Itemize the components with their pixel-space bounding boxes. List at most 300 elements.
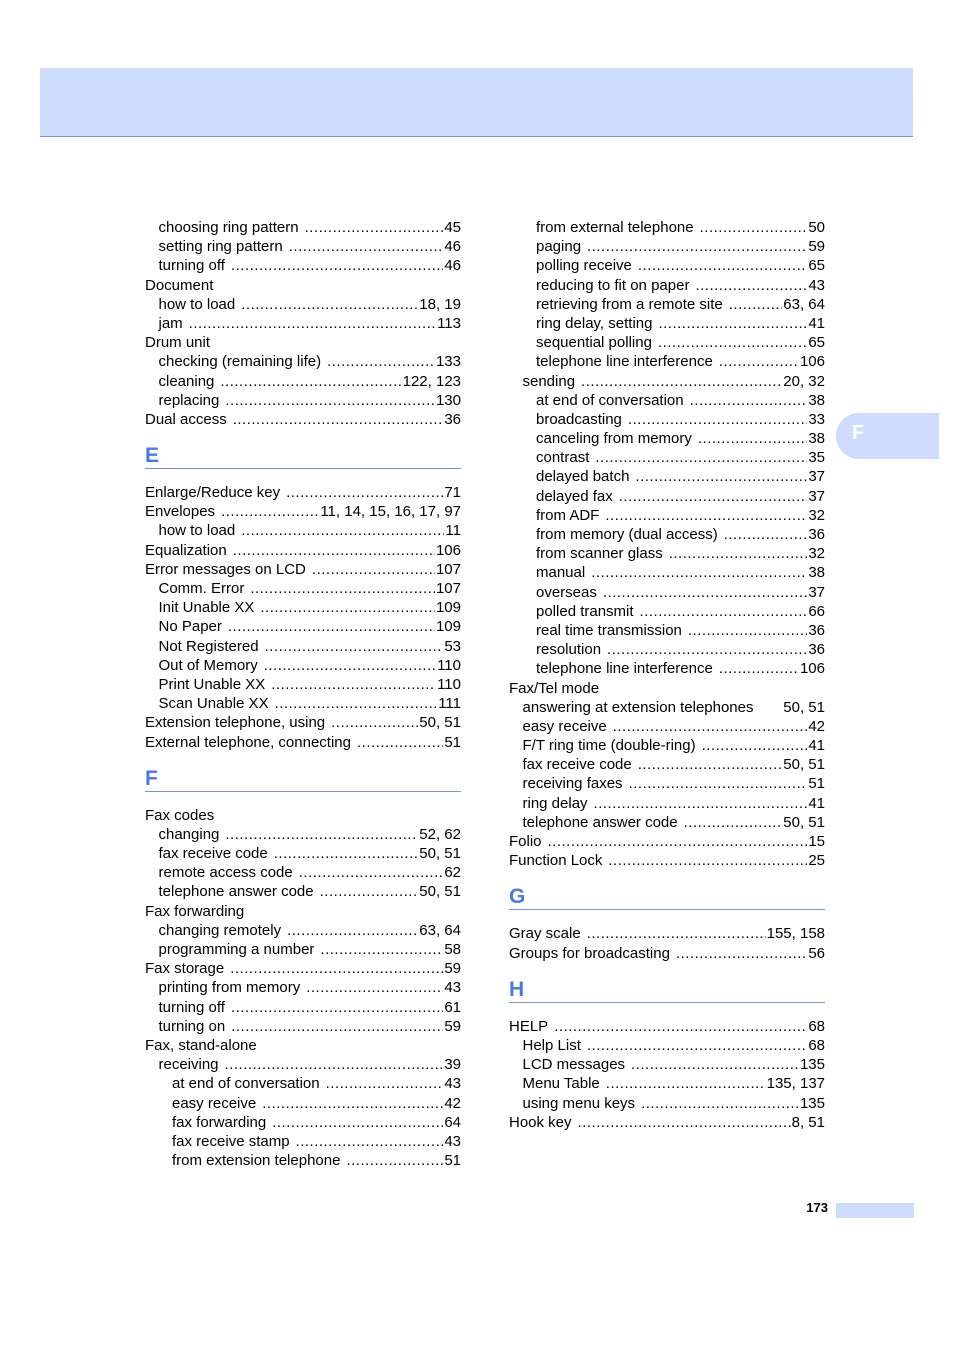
index-term: Not Registered <box>158 637 259 655</box>
chapter-tab-label: F <box>852 422 865 444</box>
index-entry <box>145 940 461 959</box>
dot-leader <box>272 1113 443 1132</box>
index-pages: 51 <box>444 1152 461 1170</box>
index-entry <box>509 429 825 448</box>
index-term: printing from memory <box>158 979 301 997</box>
index-pages: 130 <box>435 391 461 409</box>
dot-leader <box>320 940 443 959</box>
dot-leader <box>305 218 444 237</box>
page-number: 173 <box>806 1200 828 1215</box>
index-pages: 43 <box>808 276 825 294</box>
dot-leader <box>554 1017 807 1036</box>
dot-leader <box>357 733 443 752</box>
index-entry <box>509 314 825 333</box>
index-term: reducing to fit on paper <box>536 276 690 294</box>
dot-leader <box>698 429 807 448</box>
index-entry <box>509 813 825 832</box>
dot-leader <box>603 583 807 602</box>
index-entry <box>509 218 825 237</box>
dot-leader <box>700 218 808 237</box>
dot-leader <box>312 560 435 579</box>
index-entry <box>509 1017 825 1036</box>
dot-leader <box>346 1151 443 1170</box>
dot-leader <box>241 521 444 540</box>
dot-leader <box>225 1055 444 1074</box>
index-term: Enlarge/Reduce key <box>145 484 281 502</box>
dot-leader <box>641 1094 799 1113</box>
dot-leader <box>581 372 782 391</box>
index-term: External telephone, connecting <box>145 733 351 751</box>
index-entry <box>509 410 825 429</box>
index-pages: 50, 51 <box>419 883 461 901</box>
dot-leader <box>296 1132 444 1151</box>
dot-leader <box>286 483 443 502</box>
index-term: at end of conversation <box>172 1075 320 1093</box>
index-pages: 42 <box>444 1094 461 1112</box>
index-entry <box>145 237 461 256</box>
index-entry <box>145 675 461 694</box>
index-entry <box>145 598 461 617</box>
index-pages: 39 <box>444 1056 461 1074</box>
dot-leader <box>306 978 443 997</box>
dot-leader <box>619 487 808 506</box>
index-pages: 59 <box>444 1017 461 1035</box>
dot-leader <box>606 1074 766 1093</box>
dot-leader <box>628 410 807 429</box>
dot-leader <box>221 502 319 521</box>
index-entry <box>509 525 825 544</box>
index-term: cleaning <box>158 372 215 390</box>
index-term: turning off <box>158 257 225 275</box>
index-term: from memory (dual access) <box>536 526 718 543</box>
index-pages: 111 <box>438 695 461 713</box>
index-entry <box>145 372 461 391</box>
index-term: manual <box>536 564 586 582</box>
index-pages: 18, 19 <box>419 295 461 313</box>
index-term: from external telephone <box>536 219 694 236</box>
index-term: Envelopes <box>145 503 216 521</box>
index-entry <box>509 276 825 295</box>
index-pages: 25 <box>808 852 825 870</box>
index-entry <box>145 276 461 295</box>
index-term: from ADF <box>536 506 600 524</box>
index-pages: 8, 51 <box>791 1113 825 1131</box>
section-heading: H <box>509 978 825 1003</box>
index-pages: 106 <box>435 541 461 559</box>
index-term: ring delay, setting <box>536 314 653 332</box>
index-pages: 11, 14, 15, 16, 17, 97 <box>320 503 461 521</box>
index-pages: 133 <box>435 353 461 371</box>
dot-leader <box>289 237 444 256</box>
index-term: from scanner glass <box>536 545 663 563</box>
index-term: setting ring pattern <box>158 238 283 256</box>
index-term: Init Unable XX <box>158 599 255 617</box>
index-term: overseas <box>536 583 597 601</box>
index-term: Dual access <box>145 410 227 428</box>
index-term: programming a number <box>158 941 315 958</box>
index-entry <box>145 1094 461 1113</box>
index-pages: 51 <box>808 775 825 793</box>
index-entry <box>509 295 825 314</box>
index-term: telephone answer code <box>158 883 314 901</box>
index-pages: 107 <box>435 580 461 597</box>
index-entry <box>509 391 825 410</box>
dot-leader <box>587 237 807 256</box>
dot-leader <box>607 640 807 659</box>
index-term: Error messages on LCD <box>145 560 306 578</box>
index-entry <box>145 1113 461 1132</box>
index-term: Comm. Error <box>158 580 245 597</box>
dot-leader <box>613 717 808 736</box>
index-term: receiving faxes <box>522 775 623 793</box>
index-entry <box>509 1094 825 1113</box>
index-pages: 43 <box>444 1075 461 1093</box>
index-pages: 46 <box>444 257 461 275</box>
index-entry <box>145 882 461 901</box>
index-entry <box>145 902 461 921</box>
dot-leader <box>327 352 435 371</box>
index-term: Out of Memory <box>158 656 258 674</box>
dot-leader <box>702 736 808 755</box>
index-pages: 155, 158 <box>766 925 825 943</box>
dot-leader <box>548 832 808 851</box>
index-pages: 37 <box>808 583 825 601</box>
dot-leader <box>591 563 807 582</box>
index-term: sequential polling <box>536 334 652 352</box>
index-entry <box>509 506 825 525</box>
index-pages: 32 <box>808 506 825 524</box>
index-pages: 36 <box>444 410 461 428</box>
index-entry <box>145 560 461 579</box>
index-term: Document <box>145 276 214 294</box>
index-term: fax receive code <box>522 756 632 774</box>
index-entry <box>145 617 461 636</box>
index-entry <box>509 1074 825 1093</box>
index-term: Menu Table <box>522 1075 600 1093</box>
index-term: canceling from memory <box>536 430 692 448</box>
index-term: Folio <box>509 833 542 850</box>
index-entry <box>509 736 825 755</box>
dot-leader <box>684 813 783 832</box>
dot-leader <box>719 659 799 678</box>
index-entry <box>509 755 825 774</box>
dot-leader <box>729 295 783 314</box>
index-entry <box>509 237 825 256</box>
dot-leader <box>264 656 436 675</box>
index-entry <box>509 1036 825 1055</box>
index-pages: 41 <box>808 314 825 332</box>
index-entry <box>145 713 461 732</box>
index-term: remote access code <box>158 864 293 882</box>
index-entry <box>509 621 825 640</box>
index-pages: 109 <box>435 599 461 617</box>
index-entry <box>145 579 461 598</box>
index-pages: 63, 64 <box>783 295 825 313</box>
index-pages: 56 <box>808 944 825 962</box>
dot-leader <box>695 276 807 295</box>
dot-leader <box>690 391 808 410</box>
index-pages: 62 <box>444 864 461 882</box>
dot-leader <box>608 851 807 870</box>
index-pages: 59 <box>444 960 461 978</box>
index-term: how to load <box>158 522 236 540</box>
dot-leader <box>275 694 438 713</box>
index-pages: 41 <box>808 794 825 812</box>
index-pages: 61 <box>444 998 461 1016</box>
index-pages: 135 <box>799 1094 825 1112</box>
dot-leader <box>225 391 435 410</box>
index-term: fax forwarding <box>172 1113 267 1131</box>
index-pages: 36 <box>808 526 825 543</box>
index-pages: 20, 32 <box>783 372 825 390</box>
index-term: real time transmission <box>536 621 682 639</box>
index-term: Fax forwarding <box>145 902 245 920</box>
index-term: changing <box>158 825 220 843</box>
index-term: LCD messages <box>522 1056 626 1074</box>
index-pages: 46 <box>444 238 461 256</box>
index-term: No Paper <box>158 618 222 636</box>
index-entry <box>145 410 461 429</box>
index-pages: 122, 123 <box>402 372 461 390</box>
index-pages: 43 <box>444 979 461 997</box>
index-entry <box>145 314 461 333</box>
index-term: delayed fax <box>536 487 613 505</box>
index-pages: 50, 51 <box>783 756 825 774</box>
index-entry <box>145 256 461 275</box>
index-pages: 38 <box>808 564 825 582</box>
dot-leader <box>233 410 444 429</box>
index-term: using menu keys <box>522 1094 636 1112</box>
section-heading: E <box>145 444 461 469</box>
index-term: retrieving from a remote site <box>536 295 723 313</box>
dot-leader <box>231 1017 443 1036</box>
index-term: easy receive <box>522 717 607 735</box>
index-pages: 64 <box>444 1113 461 1131</box>
index-pages: 106 <box>799 353 825 371</box>
index-entry <box>509 851 825 870</box>
index-entry <box>509 944 825 963</box>
index-entry <box>509 256 825 275</box>
dot-leader <box>587 1036 807 1055</box>
index-term: checking (remaining life) <box>158 353 322 371</box>
index-term: contrast <box>536 449 590 467</box>
index-term: Drum unit <box>145 334 211 352</box>
index-pages: 42 <box>808 717 825 735</box>
dot-leader <box>595 448 807 467</box>
dot-leader <box>271 675 436 694</box>
index-term: telephone answer code <box>522 813 678 831</box>
index-term: replacing <box>158 391 220 409</box>
index-pages: 38 <box>808 430 825 448</box>
index-entry <box>145 1074 461 1093</box>
dot-leader <box>189 314 436 333</box>
index-entry <box>509 717 825 736</box>
index-term: Fax/Tel mode <box>509 679 600 697</box>
index-entry <box>145 1055 461 1074</box>
index-pages: 65 <box>808 257 825 275</box>
index-entry <box>509 1055 825 1074</box>
index-entry <box>509 448 825 467</box>
index-entry <box>145 483 461 502</box>
index-term: easy receive <box>172 1094 257 1112</box>
index-pages: 71 <box>444 484 461 502</box>
dot-leader <box>262 1094 443 1113</box>
index-entry <box>509 659 825 678</box>
index-entry <box>145 825 461 844</box>
index-entry <box>145 863 461 882</box>
index-entry <box>145 998 461 1017</box>
index-term: sending <box>522 372 576 390</box>
index-pages: 33 <box>808 410 825 428</box>
index-entry <box>509 640 825 659</box>
index-pages: 135 <box>799 1056 825 1074</box>
dot-leader <box>274 844 419 863</box>
dot-leader <box>658 314 807 333</box>
dot-leader <box>225 825 418 844</box>
dot-leader <box>265 637 444 656</box>
index-term: Equalization <box>145 541 227 559</box>
index-entry <box>145 218 461 237</box>
dot-leader <box>326 1074 444 1093</box>
index-pages: 51 <box>444 733 461 751</box>
index-entry <box>145 1036 461 1055</box>
dot-leader <box>230 959 443 978</box>
index-term: F/T ring time (double-ring) <box>522 737 696 755</box>
index-pages: 38 <box>808 391 825 409</box>
section-heading: G <box>509 885 825 910</box>
index-entry <box>509 563 825 582</box>
index-pages: 109 <box>435 618 461 636</box>
index-pages: 45 <box>444 219 461 236</box>
index-term: Fax codes <box>145 806 215 824</box>
index-pages: 68 <box>808 1017 825 1035</box>
index-term: receiving <box>158 1056 219 1074</box>
index-term: resolution <box>536 641 602 659</box>
index-entry <box>145 352 461 371</box>
index-entry <box>509 832 825 851</box>
index-term: ring delay <box>522 794 588 812</box>
index-entry <box>509 487 825 506</box>
index-term: broadcasting <box>536 410 622 428</box>
index-entry <box>145 521 461 540</box>
dot-leader <box>231 998 443 1017</box>
index-entry <box>509 372 825 391</box>
index-pages: 43 <box>444 1132 461 1150</box>
index-entry <box>145 502 461 521</box>
dot-leader <box>320 882 419 901</box>
index-term: Function Lock <box>509 852 603 870</box>
index-term: Help List <box>522 1036 581 1054</box>
index-pages: 37 <box>808 487 825 505</box>
index-entry <box>509 679 825 698</box>
dot-leader <box>640 602 808 621</box>
dot-leader <box>676 944 807 963</box>
index-pages: 53 <box>444 637 461 655</box>
index-pages: 68 <box>808 1036 825 1054</box>
index-term: Scan Unable XX <box>158 695 269 713</box>
index-entry <box>145 959 461 978</box>
dot-leader <box>605 506 807 525</box>
index-entry <box>509 583 825 602</box>
index-pages: 50, 51 <box>783 698 825 716</box>
index-term: paging <box>536 238 582 256</box>
index-entry <box>509 794 825 813</box>
index-pages: 36 <box>808 621 825 639</box>
dot-leader <box>287 921 418 940</box>
dot-leader <box>635 467 807 486</box>
dot-leader <box>587 924 766 943</box>
index-entry <box>509 544 825 563</box>
index-term: fax receive code <box>158 845 268 863</box>
index-pages: 66 <box>808 602 825 620</box>
index-pages: 37 <box>808 468 825 486</box>
index-entry <box>145 295 461 314</box>
index-entry <box>145 1151 461 1170</box>
index-entry <box>145 541 461 560</box>
index-term: telephone line interference <box>536 353 713 371</box>
index-pages: 41 <box>808 737 825 755</box>
index-pages: 135, 137 <box>766 1075 825 1093</box>
index-entry <box>509 352 825 371</box>
index-entry <box>145 978 461 997</box>
index-entry <box>509 1113 825 1132</box>
dot-leader <box>658 333 807 352</box>
index-term: answering at extension telephones <box>522 698 754 716</box>
index-pages: 36 <box>808 641 825 659</box>
chapter-tab <box>836 413 939 459</box>
dot-leader <box>629 774 808 793</box>
index-pages: 106 <box>799 660 825 678</box>
index-term: how to load <box>158 295 236 313</box>
dot-leader <box>578 1113 791 1132</box>
dot-leader <box>669 544 808 563</box>
index-term: telephone line interference <box>536 660 713 678</box>
dot-leader <box>631 1055 799 1074</box>
index-entry <box>145 844 461 863</box>
dot-leader <box>331 713 418 732</box>
index-entry <box>145 656 461 675</box>
index-pages: 65 <box>808 334 825 352</box>
index-term: polling receive <box>536 257 632 275</box>
index-pages: 107 <box>435 560 461 578</box>
dot-leader <box>724 525 808 544</box>
page-number-bar <box>836 1203 914 1218</box>
index-pages: 50, 51 <box>783 813 825 831</box>
index-pages: 110 <box>437 656 461 674</box>
index-pages: 32 <box>808 545 825 563</box>
index-entry <box>509 774 825 793</box>
index-entry <box>145 1132 461 1151</box>
dot-leader <box>638 256 807 275</box>
index-term: changing remotely <box>158 921 282 939</box>
index-pages: 50 <box>808 219 825 236</box>
index-term: from extension telephone <box>172 1152 341 1170</box>
index-term: polled transmit <box>536 602 634 620</box>
index-term: Fax, stand-alone <box>145 1036 257 1054</box>
index-entry <box>509 698 825 717</box>
index-term: delayed batch <box>536 468 630 486</box>
index-term: at end of conversation <box>536 391 684 409</box>
dot-leader <box>233 541 435 560</box>
index-term: Print Unable XX <box>158 675 266 693</box>
index-term: choosing ring pattern <box>158 219 299 236</box>
index-entry <box>145 921 461 940</box>
dot-leader <box>220 372 401 391</box>
index-term: fax receive stamp <box>172 1132 290 1150</box>
index-entry <box>145 391 461 410</box>
dot-leader <box>638 755 783 774</box>
dot-leader <box>719 352 799 371</box>
